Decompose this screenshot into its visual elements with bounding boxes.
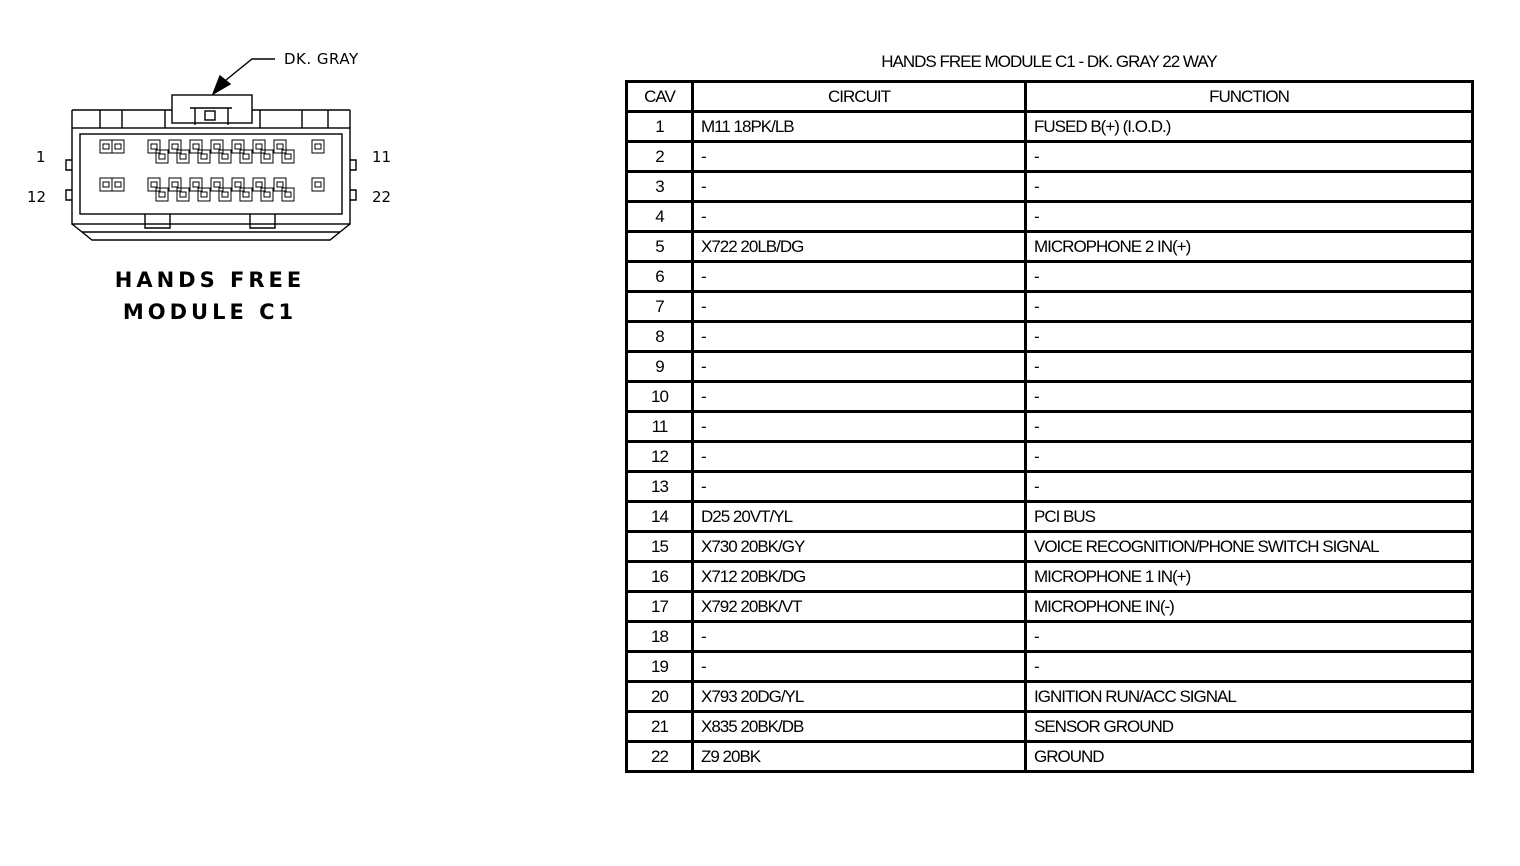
function-cell: PCI BUS xyxy=(1026,502,1473,532)
function-cell: MICROPHONE 1 IN(+) xyxy=(1026,562,1473,592)
function-cell: - xyxy=(1026,652,1473,682)
circuit-cell: - xyxy=(693,382,1026,412)
cav-cell: 6 xyxy=(627,262,693,292)
table-row xyxy=(627,232,1473,262)
function-cell: SENSOR GROUND xyxy=(1026,712,1473,742)
cav-cell: 10 xyxy=(627,382,693,412)
function-cell: VOICE RECOGNITION/PHONE SWITCH SIGNAL xyxy=(1026,532,1473,562)
callout-leader-line xyxy=(226,59,275,80)
connector-title-line1: HANDS FREE xyxy=(114,268,306,292)
function-cell: - xyxy=(1026,292,1473,322)
table-row xyxy=(627,652,1473,682)
table-row xyxy=(627,742,1473,772)
circuit-cell: - xyxy=(693,652,1026,682)
cav-cell: 20 xyxy=(627,682,693,712)
circuit-cell: Z9 20BK xyxy=(693,742,1026,772)
pin-label-12: 12 xyxy=(27,188,47,206)
terminal-cavity xyxy=(240,188,252,201)
terminal-cavity xyxy=(211,178,223,191)
function-cell: MICROPHONE 2 IN(+) xyxy=(1026,232,1473,262)
terminal-cavity xyxy=(282,150,294,163)
cav-cell: 3 xyxy=(627,172,693,202)
function-cell: - xyxy=(1026,262,1473,292)
table-row xyxy=(627,322,1473,352)
table-row xyxy=(627,442,1473,472)
table-row xyxy=(627,382,1473,412)
function-cell: - xyxy=(1026,382,1473,412)
terminal-cavity xyxy=(100,140,112,153)
terminal-cavity xyxy=(261,150,273,163)
pin-label-1: 1 xyxy=(36,148,46,166)
terminal-cavity xyxy=(261,188,273,201)
cav-cell: 17 xyxy=(627,592,693,622)
cav-cell: 8 xyxy=(627,322,693,352)
circuit-cell: X712 20BK/DG xyxy=(693,562,1026,592)
terminal-cavity xyxy=(240,150,252,163)
function-cell: - xyxy=(1026,622,1473,652)
table-row xyxy=(627,112,1473,142)
terminal-cavity xyxy=(219,188,231,201)
function-cell: - xyxy=(1026,142,1473,172)
terminal-cavity xyxy=(198,188,210,201)
cav-cell: 16 xyxy=(627,562,693,592)
table-row xyxy=(627,712,1473,742)
circuit-cell: - xyxy=(693,292,1026,322)
terminal-cavity xyxy=(198,150,210,163)
terminal-cavity xyxy=(253,178,265,191)
terminal-cavity xyxy=(211,140,223,153)
terminal-cavity xyxy=(169,178,181,191)
terminal-cavity xyxy=(156,150,168,163)
function-cell: FUSED B(+) (I.O.D.) xyxy=(1026,112,1473,142)
cav-cell: 14 xyxy=(627,502,693,532)
circuit-cell: M11 18PK/LB xyxy=(693,112,1026,142)
cav-cell: 18 xyxy=(627,622,693,652)
circuit-cell: - xyxy=(693,352,1026,382)
connector-latch xyxy=(172,95,252,123)
terminal-cavity xyxy=(253,140,265,153)
terminal-cavity xyxy=(148,140,160,153)
table-caption: HANDS FREE MODULE C1 - DK. GRAY 22 WAY xyxy=(881,52,1217,71)
function-cell: - xyxy=(1026,472,1473,502)
header-cav: CAV xyxy=(627,82,693,112)
table-row xyxy=(627,142,1473,172)
terminal-cavity xyxy=(312,140,324,153)
circuit-cell: - xyxy=(693,142,1026,172)
circuit-cell: - xyxy=(693,472,1026,502)
function-cell: - xyxy=(1026,352,1473,382)
terminal-cavity xyxy=(177,188,189,201)
terminal-cavity xyxy=(274,140,286,153)
function-cell: - xyxy=(1026,442,1473,472)
terminal-cavity xyxy=(112,140,124,153)
cav-cell: 7 xyxy=(627,292,693,322)
table-row xyxy=(627,172,1473,202)
circuit-cell: X722 20LB/DG xyxy=(693,232,1026,262)
connector-title-line2: MODULE C1 xyxy=(122,300,298,324)
table-row xyxy=(627,682,1473,712)
circuit-cell: - xyxy=(693,622,1026,652)
cav-cell: 15 xyxy=(627,532,693,562)
connector-cavities xyxy=(100,140,324,201)
table-row xyxy=(627,562,1473,592)
terminal-cavity xyxy=(177,150,189,163)
pin-label-22: 22 xyxy=(372,188,392,206)
table-row xyxy=(627,502,1473,532)
table-row xyxy=(627,202,1473,232)
circuit-cell: X792 20BK/VT xyxy=(693,592,1026,622)
terminal-cavity xyxy=(112,178,124,191)
table-row xyxy=(627,472,1473,502)
cav-cell: 13 xyxy=(627,472,693,502)
terminal-cavity xyxy=(274,178,286,191)
terminal-cavity xyxy=(232,178,244,191)
cav-cell: 21 xyxy=(627,712,693,742)
terminal-cavity xyxy=(232,140,244,153)
cav-cell: 19 xyxy=(627,652,693,682)
table-header-row xyxy=(627,82,1473,112)
circuit-cell: X793 20DG/YL xyxy=(693,682,1026,712)
table-row xyxy=(627,622,1473,652)
connector-color-callout: DK. GRAY xyxy=(284,50,359,68)
circuit-cell: - xyxy=(693,262,1026,292)
terminal-cavity xyxy=(190,178,202,191)
function-cell: IGNITION RUN/ACC SIGNAL xyxy=(1026,682,1473,712)
circuit-cell: - xyxy=(693,172,1026,202)
connector-face-diagram xyxy=(0,0,600,260)
table-row xyxy=(627,532,1473,562)
terminal-cavity xyxy=(100,178,112,191)
terminal-cavity xyxy=(312,178,324,191)
cav-cell: 1 xyxy=(627,112,693,142)
cav-cell: 2 xyxy=(627,142,693,172)
header-circuit: CIRCUIT xyxy=(693,82,1026,112)
table-row xyxy=(627,262,1473,292)
terminal-cavity xyxy=(219,150,231,163)
table-row xyxy=(627,352,1473,382)
pinout-table xyxy=(625,80,1474,773)
circuit-cell: - xyxy=(693,322,1026,352)
table-row xyxy=(627,292,1473,322)
terminal-cavity xyxy=(169,140,181,153)
table-row xyxy=(627,592,1473,622)
circuit-cell: - xyxy=(693,412,1026,442)
cav-cell: 5 xyxy=(627,232,693,262)
cav-cell: 9 xyxy=(627,352,693,382)
function-cell: - xyxy=(1026,322,1473,352)
table-row xyxy=(627,412,1473,442)
terminal-cavity xyxy=(282,188,294,201)
header-function: FUNCTION xyxy=(1026,82,1473,112)
function-cell: - xyxy=(1026,172,1473,202)
terminal-cavity xyxy=(156,188,168,201)
cav-cell: 11 xyxy=(627,412,693,442)
cav-cell: 12 xyxy=(627,442,693,472)
cav-cell: 22 xyxy=(627,742,693,772)
pin-label-11: 11 xyxy=(372,148,392,166)
terminal-cavity xyxy=(148,178,160,191)
circuit-cell: - xyxy=(693,202,1026,232)
circuit-cell: D25 20VT/YL xyxy=(693,502,1026,532)
circuit-cell: X835 20BK/DB xyxy=(693,712,1026,742)
function-cell: MICROPHONE IN(-) xyxy=(1026,592,1473,622)
function-cell: - xyxy=(1026,202,1473,232)
cav-cell: 4 xyxy=(627,202,693,232)
circuit-cell: X730 20BK/GY xyxy=(693,532,1026,562)
terminal-cavity xyxy=(190,140,202,153)
function-cell: - xyxy=(1026,412,1473,442)
circuit-cell: - xyxy=(693,442,1026,472)
function-cell: GROUND xyxy=(1026,742,1473,772)
